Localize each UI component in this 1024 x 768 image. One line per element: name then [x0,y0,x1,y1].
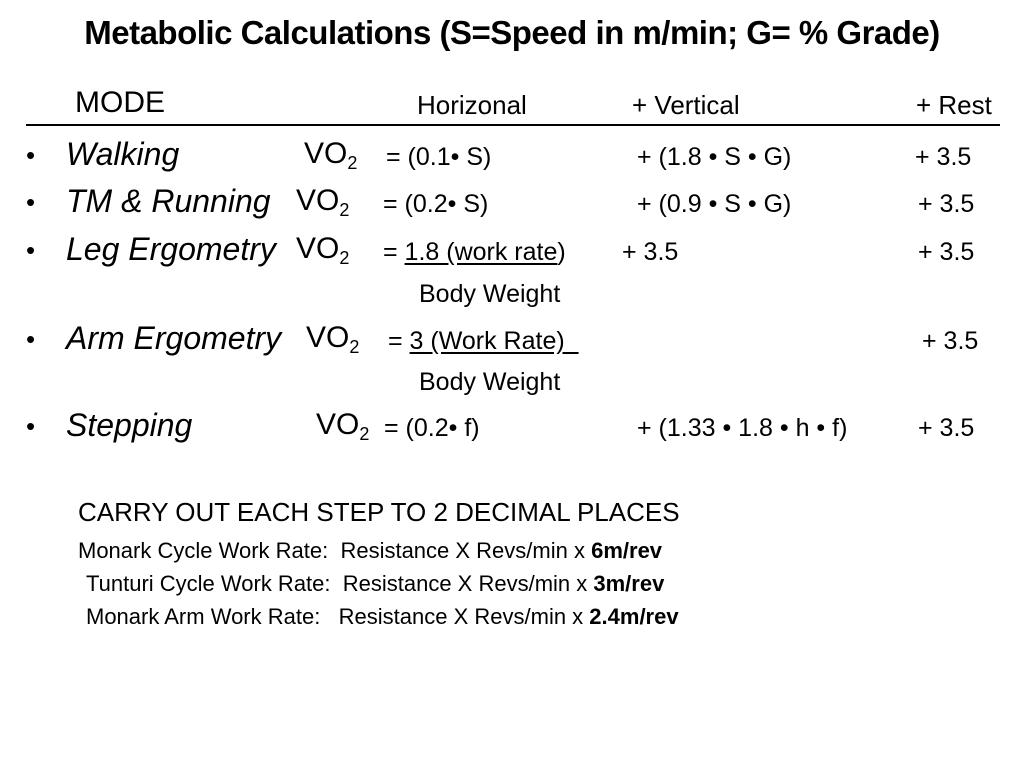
bullet-stepping: • [26,411,36,441]
bullet-arm-ergometry: • [26,324,36,354]
denominator-arm-ergometry: Body Weight [419,368,561,396]
header-horizontal: Horizonal [417,90,527,120]
header-vertical: + Vertical [632,90,740,120]
eq-walking: = (0.1• S) [386,143,492,171]
rest-stepping: + 3.5 [918,414,975,442]
vertical-leg-ergometry: + 3.5 [622,238,679,266]
vertical-running: + (0.9 • S • G) [637,190,792,218]
vo2-stepping: $VO_2$ [316,408,370,444]
bullet-walking: • [26,140,36,170]
rest-leg-ergometry: + 3.5 [918,238,975,266]
vo2-leg-ergometry: $VO_2$ [296,232,350,268]
rest-arm-ergometry: + 3.5 [922,327,979,355]
bullet-leg-ergometry: • [26,235,36,265]
mode-leg-ergometry: Leg Ergometry [66,231,276,267]
vo2-walking: $VO_2$ [304,137,358,173]
work-rate-monark-arm: Monark Arm Work Rate: Resistance X Revs/min x 2.4m/rev [86,604,679,629]
header-underline [26,124,1000,126]
rest-running: + 3.5 [918,190,975,218]
eq-leg-ergometry: = 1.8 (work rate) [383,238,566,266]
header-mode: MODE [75,86,165,119]
mode-arm-ergometry: Arm Ergometry [66,320,282,356]
mode-stepping: Stepping [66,407,193,443]
denominator-leg-ergometry: Body Weight [419,280,561,308]
decimal-places-note: CARRY OUT EACH STEP TO 2 DECIMAL PLACES [78,497,680,527]
work-rate-tunturi-cycle: Tunturi Cycle Work Rate: Resistance X Revs/min x 3m/rev [86,571,665,596]
slide-title: Metabolic Calculations (S=Speed in m/min; G= % Grade) [84,14,940,51]
vertical-walking: + (1.8 • S • G) [637,143,792,171]
eq-stepping: = (0.2• f) [384,414,480,442]
eq-arm-ergometry: = 3 (Work Rate) [388,327,579,355]
work-rate-monark-cycle: Monark Cycle Work Rate: Resistance X Revs/min x 6m/rev [78,538,663,563]
vertical-stepping: + (1.33 • 1.8 • h • f) [637,414,848,442]
mode-running: TM & Running [66,183,271,219]
eq-running: = (0.2• S) [383,190,489,218]
vo2-running: $VO_2$ [296,184,350,220]
bullet-running: • [26,187,36,217]
rest-walking: + 3.5 [915,143,972,171]
mode-walking: Walking [66,136,180,172]
vo2-arm-ergometry: $VO_2$ [306,321,360,357]
header-rest: + Rest [916,90,992,120]
